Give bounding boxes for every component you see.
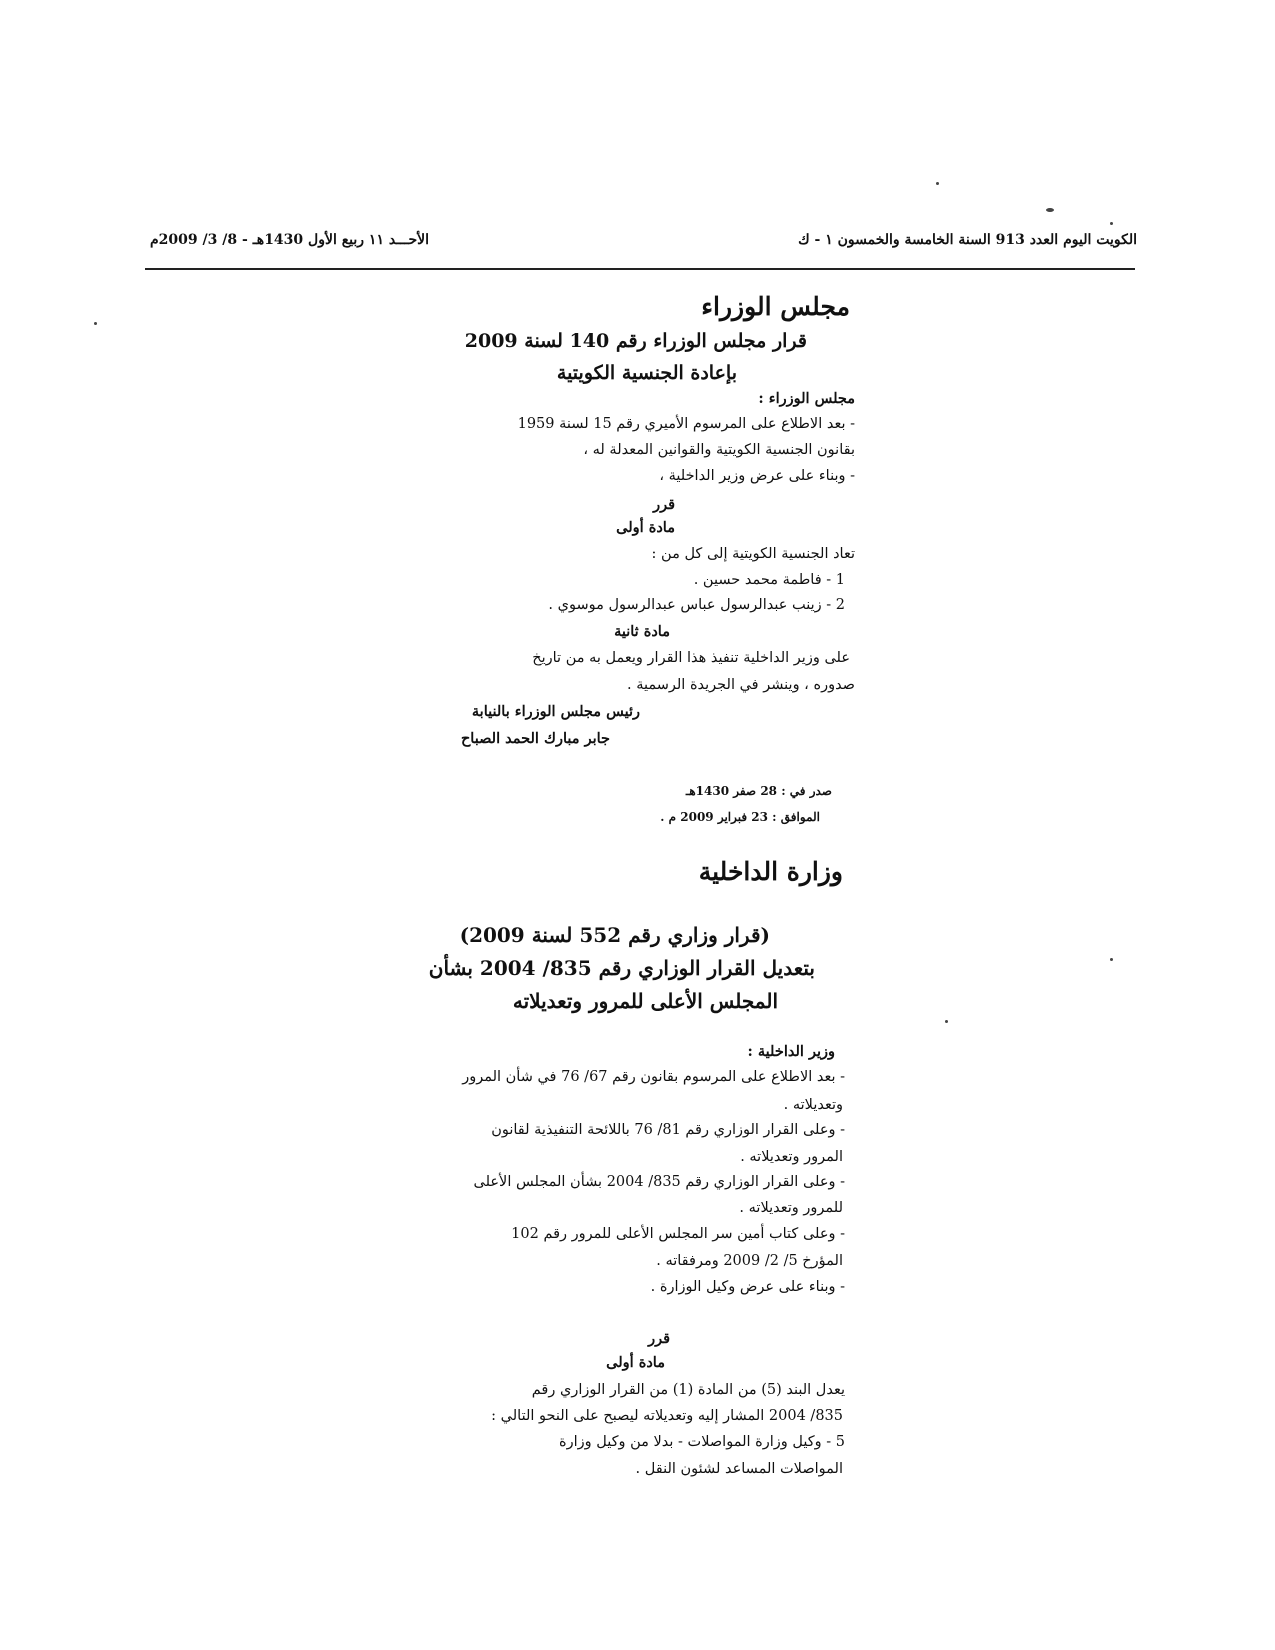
decree-title: قرار مجلس الوزراء رقم 140 لسنة 2009 bbox=[464, 330, 807, 352]
scan-mark bbox=[1110, 958, 1113, 961]
preamble-line: - وبناء على عرض وكيل الوزارة . bbox=[650, 1279, 845, 1295]
signatory-title: رئيس مجلس الوزراء بالنيابة bbox=[471, 703, 640, 720]
header-rule bbox=[145, 268, 1135, 270]
preamble-line: المرور وتعديلاته . bbox=[740, 1149, 843, 1165]
scan-mark bbox=[1110, 222, 1113, 225]
article-text: على وزير الداخلية تنفيذ هذا القرار ويعمل به من تاريخ bbox=[532, 650, 850, 666]
issued-date: صدر في : 28 صفر 1430هـ bbox=[685, 784, 832, 798]
page-header-issue-info: الكويت اليوم العدد 913 السنة الخامسة والخمسون ١ - ك bbox=[798, 232, 1137, 248]
preamble-line: - وبناء على عرض وزير الداخلية ، bbox=[659, 468, 855, 484]
preamble-line: - بعد الاطلاع على المرسوم الأميري رقم 15 لسنة 1959 bbox=[517, 416, 855, 432]
decided-label: قرر bbox=[648, 1330, 670, 1347]
decided-label: قرر bbox=[653, 496, 675, 513]
decree-subtitle: بإعادة الجنسية الكويتية bbox=[556, 362, 737, 384]
article-list-item: 2 - زينب عبدالرسول عباس عبدالرسول موسوي . bbox=[548, 597, 845, 613]
corresponding-date: الموافق : 23 فبراير 2009 م . bbox=[660, 810, 820, 824]
scan-mark bbox=[936, 182, 939, 185]
article-heading: مادة ثانية bbox=[614, 623, 670, 640]
article-heading: مادة أولى bbox=[606, 1354, 665, 1371]
preamble-line: وتعديلاته . bbox=[783, 1097, 843, 1113]
decree-intro: وزير الداخلية : bbox=[747, 1043, 835, 1060]
preamble-line: بقانون الجنسية الكويتية والقوانين المعدلة له ، bbox=[583, 442, 855, 458]
preamble-line: المؤرخ 5/ 2/ 2009 ومرفقاته . bbox=[656, 1253, 843, 1269]
article-text: يعدل البند (5) من المادة (1) من القرار الوزاري رقم bbox=[531, 1382, 845, 1398]
section-heading-council-of-ministers: مجلس الوزراء bbox=[701, 292, 850, 321]
article-text: تعاد الجنسية الكويتية إلى كل من : bbox=[651, 546, 855, 562]
decree-intro: مجلس الوزراء : bbox=[758, 390, 855, 407]
article-heading: مادة أولى bbox=[616, 519, 675, 536]
article-text: صدوره ، وينشر في الجريدة الرسمية . bbox=[626, 677, 855, 693]
preamble-line: - وعلى القرار الوزاري رقم 81/ 76 باللائحة التنفيذية لقانون bbox=[491, 1122, 845, 1138]
article-text: 5 - وكيل وزارة المواصلات - بدلا من وكيل وزارة bbox=[559, 1434, 845, 1450]
preamble-line: - وعلى القرار الوزاري رقم 835/ 2004 بشأن المجلس الأعلى bbox=[473, 1174, 845, 1190]
scan-mark bbox=[945, 1020, 948, 1023]
section-heading-ministry-of-interior: وزارة الداخلية bbox=[698, 857, 843, 886]
decree-subtitle: بتعديل القرار الوزاري رقم 835/ 2004 بشأن bbox=[428, 956, 815, 980]
scan-mark bbox=[94, 322, 97, 325]
preamble-line: للمرور وتعديلاته . bbox=[739, 1200, 843, 1216]
article-text: 835/ 2004 المشار إليه وتعديلاته ليصبح على النحو التالي : bbox=[491, 1408, 843, 1424]
preamble-line: - وعلى كتاب أمين سر المجلس الأعلى للمرور رقم 102 bbox=[511, 1226, 845, 1242]
decree-subtitle: المجلس الأعلى للمرور وتعديلاته bbox=[512, 989, 778, 1013]
decree-title: (قرار وزاري رقم 552 لسنة 2009) bbox=[459, 923, 770, 947]
scan-mark bbox=[1046, 208, 1054, 212]
page-header-date: الأحـــد ١١ ربيع الأول 1430هـ - 8/ 3/ 2009م bbox=[150, 232, 430, 248]
signatory-name: جابر مبارك الحمد الصباح bbox=[460, 730, 610, 747]
preamble-line: - بعد الاطلاع على المرسوم بقانون رقم 67/ 76 في شأن المرور bbox=[462, 1069, 845, 1085]
article-list-item: 1 - فاطمة محمد حسين . bbox=[693, 572, 845, 588]
article-text: المواصلات المساعد لشئون النقل . bbox=[635, 1461, 843, 1477]
